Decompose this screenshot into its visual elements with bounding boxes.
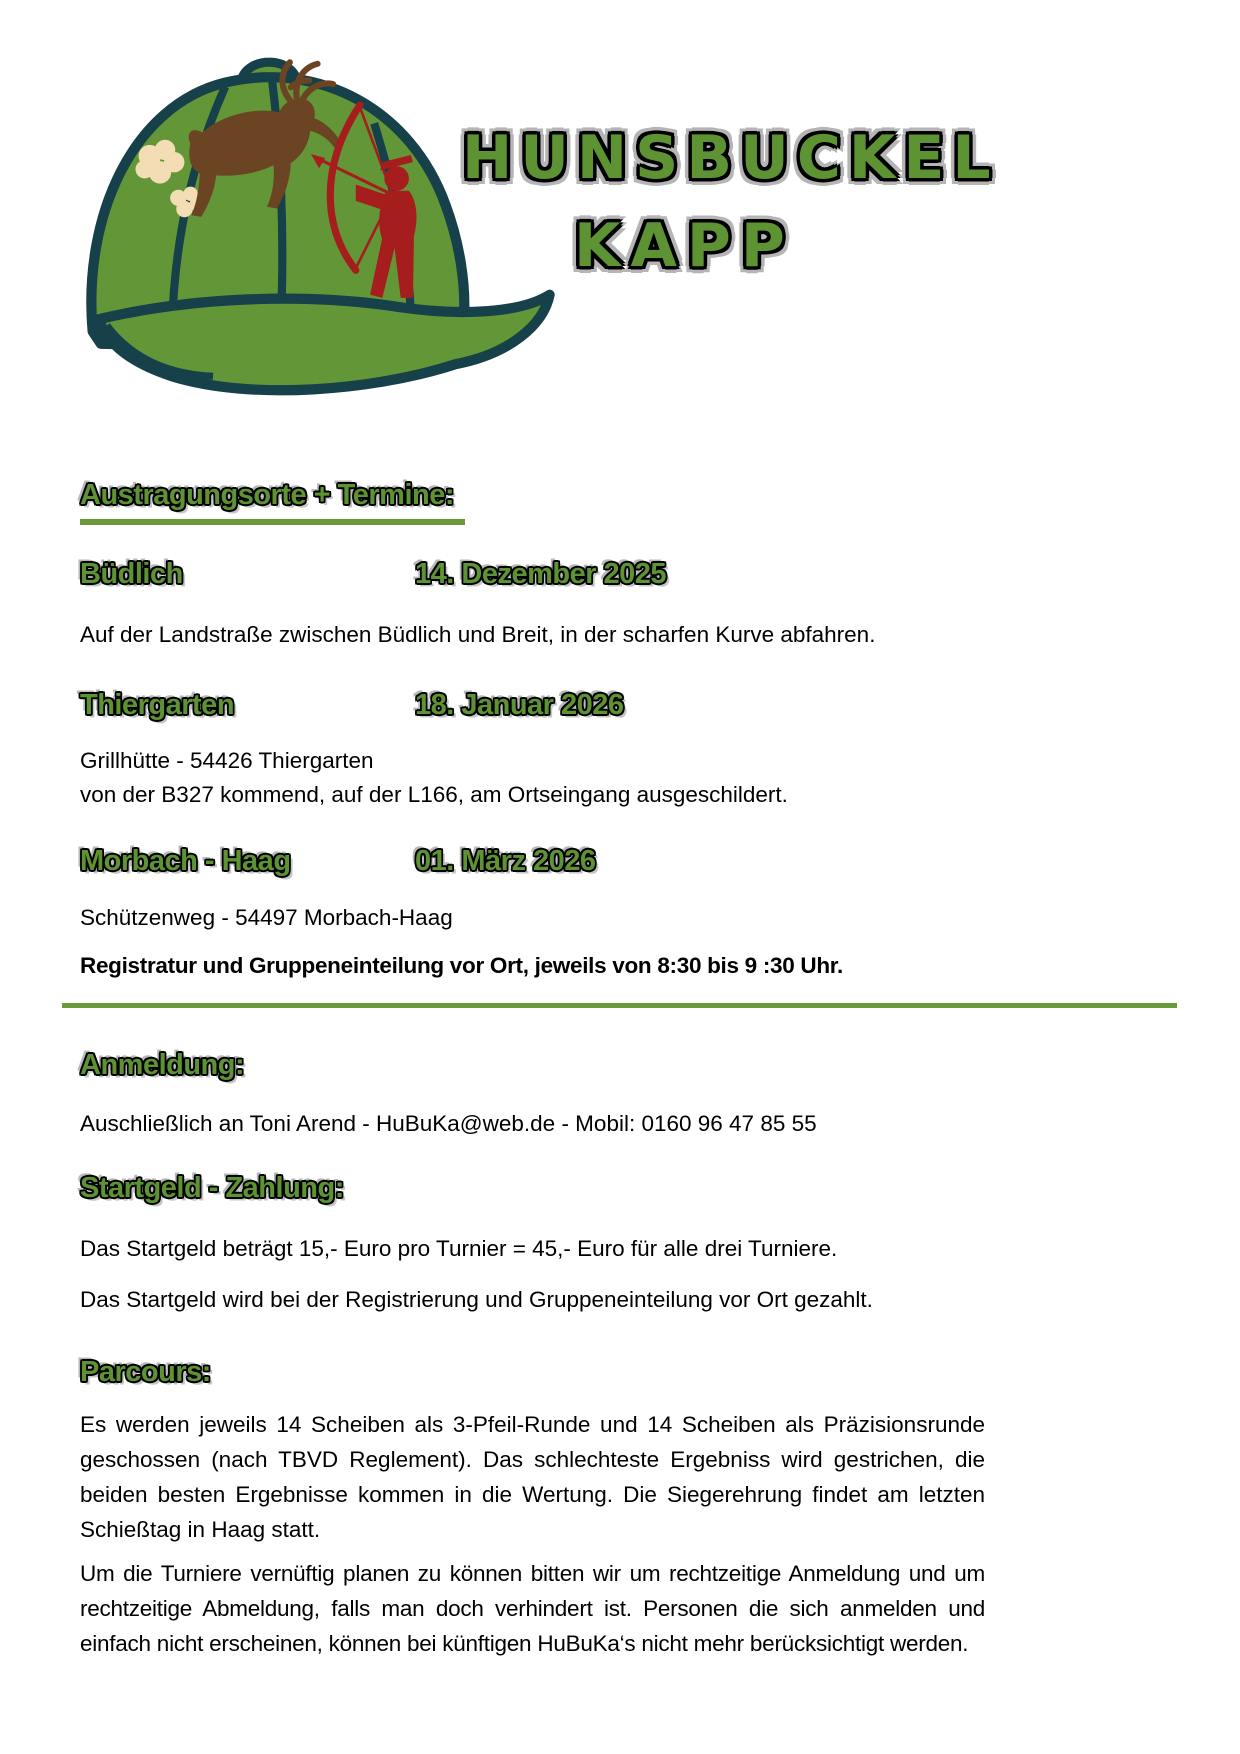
event-location: Morbach - Haag: [80, 845, 291, 878]
parcours-paragraph: Es werden jeweils 14 Scheiben als 3-Pfeil-Runde und 14 Scheiben als Präzisionsrunde geschossen (nach TBVD Reglement). Das schlechteste Ergebniss wird gestrichen, die beiden besten Ergebnisse kommen in die Wertung. Die Siegerehrung findet am letzten Schießtag in Haag statt.: [80, 1411, 985, 1542]
startgeld-line: Das Startgeld beträgt 15,- Euro pro Turnier = 45,- Euro für alle drei Turniere.: [80, 1235, 838, 1261]
event-detail: Grillhütte - 54426 Thiergarten: [80, 748, 374, 774]
event-location: Büdlich: [80, 557, 183, 590]
event-detail: Schützenweg - 54497 Morbach-Haag: [80, 905, 453, 931]
startgeld-line: Das Startgeld wird bei der Registrierung und Gruppeneinteilung vor Ort gezahlt.: [80, 1286, 873, 1312]
flyer-content: [80, 478, 985, 1661]
title-line-1: HUNSBUCKEL: [462, 123, 999, 193]
events-heading-underline: [80, 519, 465, 525]
anmeldung-heading: Anmeldung:: [80, 1049, 245, 1082]
title-line-2: KAPP: [574, 211, 795, 281]
startgeld-heading: Startgeld - Zahlung:: [80, 1171, 344, 1204]
events-heading: Austragungsorte + Termine:: [80, 479, 454, 511]
event-row-morbach-haag: [80, 844, 985, 879]
event-detail: Auf der Landstraße zwischen Büdlich und Breit, in der scharfen Kurve abfahren.: [80, 621, 876, 647]
event-location: Thiergarten: [80, 688, 235, 721]
event-detail: von der B327 kommend, auf der L166, am Ortseingang ausgeschildert.: [80, 782, 788, 808]
parcours-paragraph: Um die Turniere vernüftig planen zu können bitten wir um rechtzeitige Anmeldung und um rechtzeitige Abmeldung, falls man doch verhindert ist. Personen die sich anmelden und einfach nicht erscheinen, können bei künftigen HuBuKa‘s nicht mehr berücksichtigt werden.: [80, 1560, 985, 1656]
section-divider: [62, 1003, 1177, 1008]
parcours-heading: Parcours:: [80, 1355, 211, 1388]
registration-note: Registratur und Gruppeneinteilung vor Ort, jeweils von 8:30 bis 9 :30 Uhr.: [80, 953, 843, 979]
cap-brim: [99, 295, 550, 391]
event-row-buedlich: [80, 557, 985, 592]
event-date: 14. Dezember 2025: [415, 557, 667, 590]
event-date: 01. März 2026: [415, 845, 596, 878]
anmeldung-contact: Auschließlich an Toni Arend - HuBuKa@web.de - Mobil: 0160 96 47 85 55: [80, 1110, 817, 1136]
event-row-thiergarten: [80, 688, 985, 723]
page-title: [462, 123, 999, 281]
event-date: 18. Januar 2026: [415, 688, 624, 721]
